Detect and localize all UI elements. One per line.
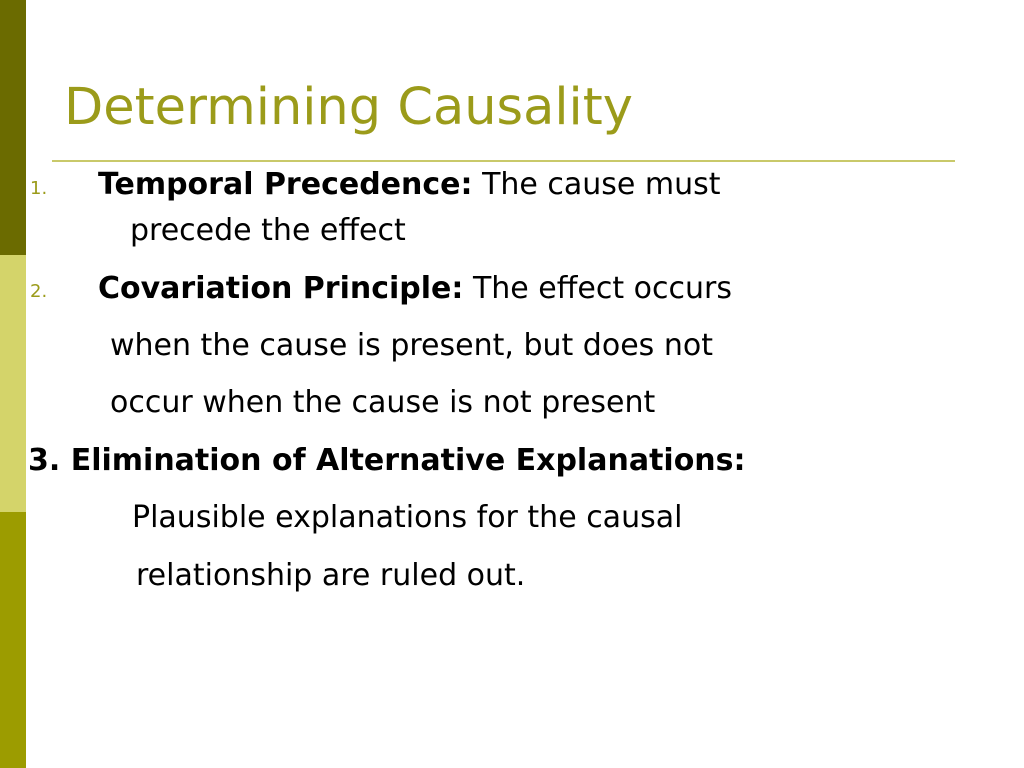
list-marker-2: 2. — [30, 281, 48, 302]
item-3-heading: 3. Elimination of Alternative Explanations: — [28, 443, 746, 478]
item-1-line-2: precede the effect — [130, 213, 406, 248]
item-2-line-2: when the cause is present, but does not — [110, 328, 713, 363]
title-divider — [52, 160, 955, 162]
item-2-line-3: occur when the cause is not present — [110, 385, 656, 420]
item-2-text: The effect occurs — [472, 271, 732, 306]
side-stripe-olive — [0, 512, 26, 768]
item-2-heading: Covariation Principle: — [98, 271, 464, 306]
side-stripe-light — [0, 255, 26, 512]
item-3-line-2: relationship are ruled out. — [136, 558, 526, 593]
slide-title: Determining Causality — [64, 78, 633, 137]
item-1-text: The cause must — [482, 167, 721, 202]
item-1-heading: Temporal Precedence: — [98, 167, 473, 202]
list-marker-1: 1. — [30, 178, 48, 199]
item-2-line-1 — [98, 271, 732, 306]
side-stripe-dark — [0, 0, 26, 255]
item-3-line-1: Plausible explanations for the causal — [132, 500, 683, 535]
item-1-line-1 — [98, 167, 721, 202]
